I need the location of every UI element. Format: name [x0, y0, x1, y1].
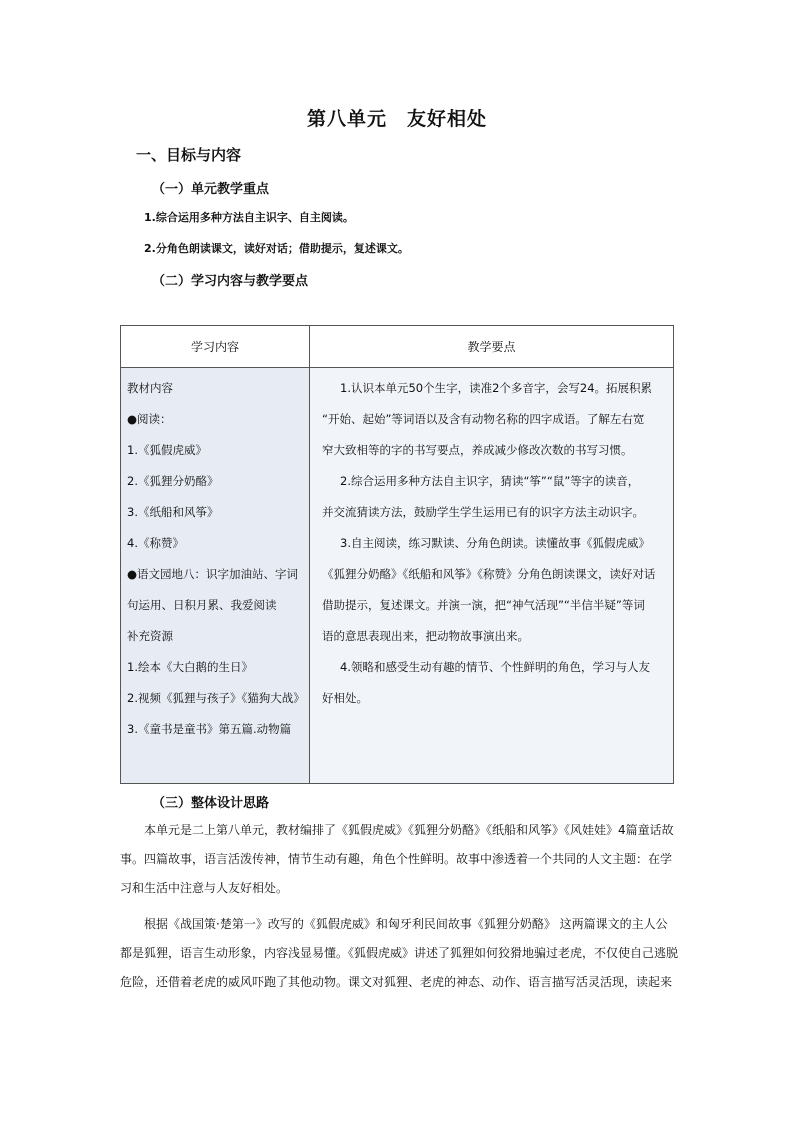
- text-line: 2.综合运用多种方法自主识字，猜读“筝”“鼠”等字的读音，: [340, 474, 640, 488]
- table-header-points: 教学要点: [310, 326, 674, 368]
- paragraph-line: 事。四篇故事，语言活泼传神，情节生动有趣，角色个性鲜明。故事中渗透着一个共同的人文主题：在学: [120, 852, 673, 866]
- text-line: 好相处。: [322, 691, 368, 705]
- paragraph-2: [120, 910, 679, 997]
- subheading-key-points: （一）单元教学重点: [152, 182, 270, 197]
- list-item: 补充资源: [127, 629, 173, 643]
- text-line: “开始、起始”等词语以及含有动物名称的四字成语。了解左右宽: [322, 412, 645, 426]
- list-item: 3.《童书是童书》第五篇.动物篇: [127, 722, 292, 736]
- list-item: ●阅读：: [127, 412, 172, 426]
- list-item: 2.《狐狸分奶酪》: [127, 474, 219, 488]
- paragraph-line: 都是狐狸，语言生动形象，内容浅显易懂。《狐假虎威》讲述了狐狸如何狡猾地骗过老虎，不仅使自己逃脱: [120, 946, 679, 960]
- list-item: 2.视频《狐狸与孩子》《猫狗大战》: [127, 691, 305, 705]
- text-line: 借助提示，复述课文。并演一演，把“神气活现”“半信半疑”等词: [322, 598, 645, 612]
- list-item: 教材内容: [127, 381, 173, 395]
- list-item: ●语文园地八：识字加油站、字词: [127, 567, 299, 581]
- key-point-1: 1.综合运用多种方法自主识字、自主阅读。: [144, 211, 354, 224]
- subheading-content-table: （二）学习内容与教学要点: [152, 274, 309, 289]
- text-line: 并交流猜读方法，鼓励学生学生运用已有的识字方法主动识字。: [322, 505, 644, 519]
- text-line: 1.认识本单元50个生字，读准2个多音字，会写24。拓展积累: [340, 381, 653, 395]
- text-line: 语的意思表现出来，把动物故事演出来。: [322, 629, 529, 643]
- paragraph-line: 本单元是二上第八单元，教材编排了《狐假虎威》《狐狸分奶酪》《纸船和风筝》《风娃娃》4篇童话故: [144, 823, 674, 837]
- page-title: 第八单元 友好相处: [306, 108, 487, 130]
- content-table: [120, 325, 674, 784]
- paragraph-line: 危险，还借着老虎的威风吓跑了其他动物。课文对狐狸、老虎的神态、动作、语言描写活灵活现，读起来: [120, 975, 673, 989]
- paragraph-1: [120, 816, 673, 903]
- table-cell-points: [310, 368, 674, 784]
- text-line: 《狐狸分奶酪》《纸船和风筝》《称赞》分角色朗读课文，读好对话: [322, 567, 656, 581]
- table-header-content: 学习内容: [121, 326, 310, 368]
- table-cell-content: [121, 368, 310, 784]
- list-item: 句运用、日积月累、我爱阅读: [127, 598, 277, 612]
- paragraph-line: 根据《战国策·楚第一》改写的《狐假虎威》和匈牙利民间故事《狐狸分奶酪》 这两篇课文的主人公: [144, 917, 668, 931]
- list-item: 4.《称赞》: [127, 536, 184, 550]
- text-line: 4.领略和感受生动有趣的情节、个性鲜明的角色，学习与人友: [340, 660, 650, 674]
- subheading-design: （三）整体设计思路: [152, 796, 270, 811]
- list-item: 3.《纸船和风筝》: [127, 505, 219, 519]
- section-heading-goals: 一、目标与内容: [136, 146, 242, 164]
- text-line: 3.自主阅读，练习默读、分角色朗读。读懂故事《狐假虎威》: [340, 536, 650, 550]
- key-point-2: 2.分角色朗读课文，读好对话；借助提示，复述课文。: [144, 242, 409, 255]
- list-item: 1.绘本《大白鹅的生日》: [127, 660, 253, 674]
- text-line: 窄大致相等的字的书写要点，养成减少修改次数的书写习惯。: [322, 443, 633, 457]
- paragraph-line: 习和生活中注意与人友好相处。: [120, 881, 289, 895]
- list-item: 1.《狐假虎威》: [127, 443, 207, 457]
